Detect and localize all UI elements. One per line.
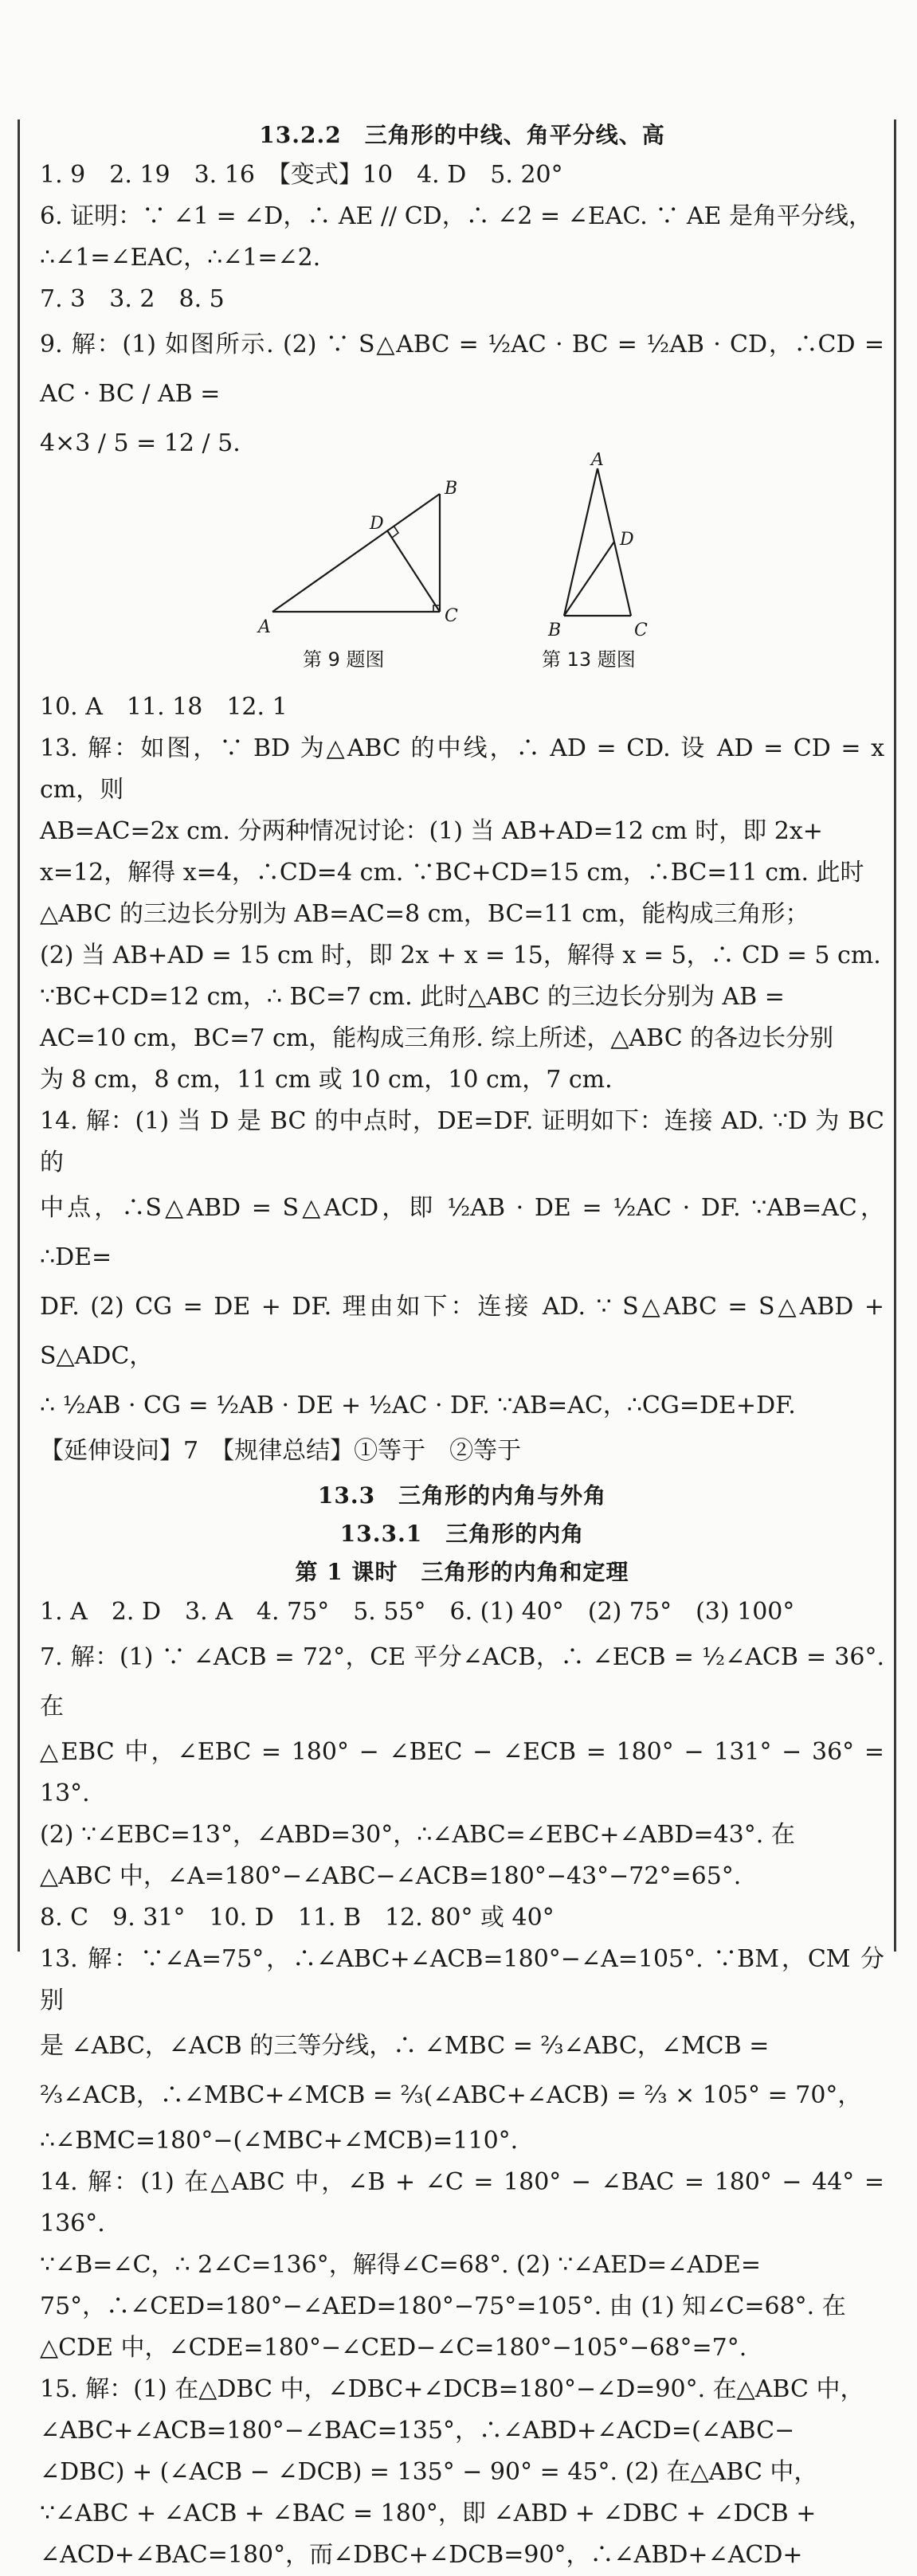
segment-ab: [272, 494, 440, 612]
answer-line: DF. (2) CG = DE + DF. 理由如下：连接 AD. ∵ S△ABC = S△ABD + S△ADC，: [40, 1293, 884, 1370]
answer-line: 7. 3 3. 2 8. 5: [40, 285, 225, 313]
answer-line: 1. A 2. D 3. A 4. 75° 5. 55° 6. (1) 40° (2) 75° (3) 100°: [40, 1598, 795, 1626]
answer-line: △ABC 中，∠A=180°−∠ABC−∠ACB=180°−43°−72°=65°.: [40, 1862, 742, 1890]
answer-line: ∵∠ABC + ∠ACB + ∠BAC = 180°，即 ∠ABD + ∠DBC + ∠DCB +: [40, 2500, 817, 2527]
answer-line: 13. 解：如图，∵ BD 为△ABC 的中线，∴ AD = CD. 设 AD = CD = x cm，则: [40, 734, 884, 804]
vertex-label-c: C: [445, 606, 458, 626]
figure-13-caption: 第 13 题图: [542, 648, 636, 671]
answer-line: 8. C 9. 31° 10. D 11. B 12. 80° 或 40°: [40, 1904, 555, 1932]
section-title: 13.3.1 三角形的内角: [339, 1521, 585, 1547]
answer-line: 为 8 cm，8 cm，11 cm 或 10 cm，10 cm，7 cm.: [40, 1066, 613, 1094]
answer-line: AB=AC=2x cm. 分两种情况讨论：(1) 当 AB+AD=12 cm 时，即 2x+: [40, 817, 823, 845]
answer-line: 14. 解：(1) 当 D 是 BC 的中点时，DE=DF. 证明如下：连接 AD. ∵D 为 BC 的: [40, 1107, 884, 1176]
answer-line: ∵∠B=∠C，∴ 2∠C=136°，解得∠C=68°. (2) ∵∠AED=∠ADE=: [40, 2251, 762, 2279]
answer-line: 15. 解：(1) 在△DBC 中，∠DBC+∠DCB=180°−∠D=90°. 在△ABC 中，: [40, 2375, 864, 2403]
vertex-label-c: C: [634, 621, 648, 640]
answer-line: ∠DBC) + (∠ACB − ∠DCB) = 135° − 90° = 45°. (2) 在△ABC 中，: [40, 2458, 818, 2486]
answer-line: ∵BC+CD=12 cm，∴ BC=7 cm. 此时△ABC 的三边长分别为 AB =: [40, 983, 785, 1011]
figure-13-diagram: [542, 452, 669, 644]
figure-9-caption: 第 9 题图: [303, 648, 385, 671]
answer-line: 中点，∴S△ABD = S△ACD，即 ½AB · DE = ½AC · DF. ∵AB=AC，∴DE=: [40, 1194, 884, 1271]
figure-9-diagram: [255, 476, 478, 644]
answer-line: △EBC 中，∠EBC = 180° − ∠BEC − ∠ECB = 180° − 131° − 36° = 13°.: [40, 1738, 884, 1807]
vertex-label-d: D: [620, 530, 634, 550]
answer-line: x=12，解得 x=4，∴CD=4 cm. ∵BC+CD=15 cm，∴BC=11 cm. 此时: [40, 859, 864, 887]
answer-line: ∴ ½AB · CG = ½AB · DE + ½AC · DF. ∵AB=AC，∴CG=DE+DF.: [40, 1392, 796, 1419]
answer-line: 13. 解：∵∠A=75°，∴∠ABC+∠ACB=180°−∠A=105°. ∵BM，CM 分别: [40, 1945, 884, 2014]
answer-line: (2) 当 AB+AD = 15 cm 时，即 2x + x = 15，解得 x = 5，∴ CD = 5 cm.: [40, 942, 881, 969]
section-title: 第 1 课时 三角形的内角和定理: [295, 1559, 629, 1585]
answer-line: ∴∠BMC=180°−(∠MBC+∠MCB)=110°.: [40, 2127, 519, 2155]
vertex-label-b: B: [548, 621, 562, 640]
answer-line: △CDE 中，∠CDE=180°−∠CED−∠C=180°−105°−68°=7°.: [40, 2334, 747, 2362]
answer-line: 4×3 / 5 = 12 / 5.: [40, 429, 241, 457]
figures-row: [40, 452, 884, 683]
section-title: 13.3 三角形的内角与外角: [317, 1482, 607, 1509]
right-margin-rule: [894, 119, 896, 1952]
vertex-label-a: A: [591, 452, 604, 470]
segment-cd: [387, 530, 440, 612]
vertex-label-a: A: [258, 617, 271, 637]
answer-line: ⅔∠ACB，∴∠MBC+∠MCB = ⅔(∠ABC+∠ACB) = ⅔ × 105° = 70°，: [40, 2081, 862, 2109]
answer-line: 9. 解：(1) 如图所示. (2) ∵ S△ABC = ½AC · BC = ½AB · CD，∴CD = AC · BC / AB =: [40, 331, 884, 408]
vertex-label-b: B: [445, 479, 458, 499]
answer-line: AC=10 cm，BC=7 cm，能构成三角形. 综上所述，△ABC 的各边长分别: [40, 1024, 834, 1052]
segment-ab: [564, 468, 598, 616]
answer-line: ∠ABC+∠ACB=180°−∠BAC=135°，∴∠ABD+∠ACD=(∠ABC−: [40, 2417, 795, 2445]
answer-line: 7. 解：(1) ∵ ∠ACB = 72°，CE 平分∠ACB，∴ ∠ECB = ½∠ACB = 36°. 在: [40, 1643, 884, 1721]
answer-line: 75°，∴∠CED=180°−∠AED=180°−75°=105°. 由 (1) 知∠C=68°. 在: [40, 2292, 846, 2320]
answer-line: 【延伸设问】7 【规律总结】①等于 ②等于: [40, 1437, 522, 1465]
section-title: 13.2.2 三角形的中线、角平分线、高: [259, 122, 665, 148]
left-margin-rule: [18, 119, 20, 1952]
answer-line: ∠ACD+∠BAC=180°，而∠DBC+∠DCB=90°，∴∠ABD+∠ACD+: [40, 2541, 803, 2569]
vertex-label-d: D: [370, 514, 384, 534]
answer-line: △ABC 的三边长分别为 AB=AC=8 cm，BC=11 cm，能构成三角形；: [40, 900, 809, 928]
answer-line: (2) ∵∠EBC=13°，∠ABD=30°，∴∠ABC=∠EBC+∠ABD=43°. 在: [40, 1821, 795, 1849]
answer-line: 14. 解：(1) 在△ABC 中，∠B + ∠C = 180° − ∠BAC = 180° − 44° = 136°.: [40, 2168, 884, 2237]
answer-line: 1. 9 2. 19 3. 16 【变式】10 4. D 5. 20°: [40, 161, 563, 189]
page-content: [40, 112, 884, 2576]
answer-line: 10. A 11. 18 12. 1: [40, 693, 288, 721]
answer-line: ∴∠1=∠EAC，∴∠1=∠2.: [40, 244, 321, 272]
answer-line: 6. 证明：∵ ∠1 = ∠D，∴ AE // CD，∴ ∠2 = ∠EAC. ∵ AE 是角平分线，: [40, 202, 872, 230]
answer-line: 是 ∠ABC，∠ACB 的三等分线，∴ ∠MBC = ⅔∠ABC，∠MCB =: [40, 2032, 770, 2060]
